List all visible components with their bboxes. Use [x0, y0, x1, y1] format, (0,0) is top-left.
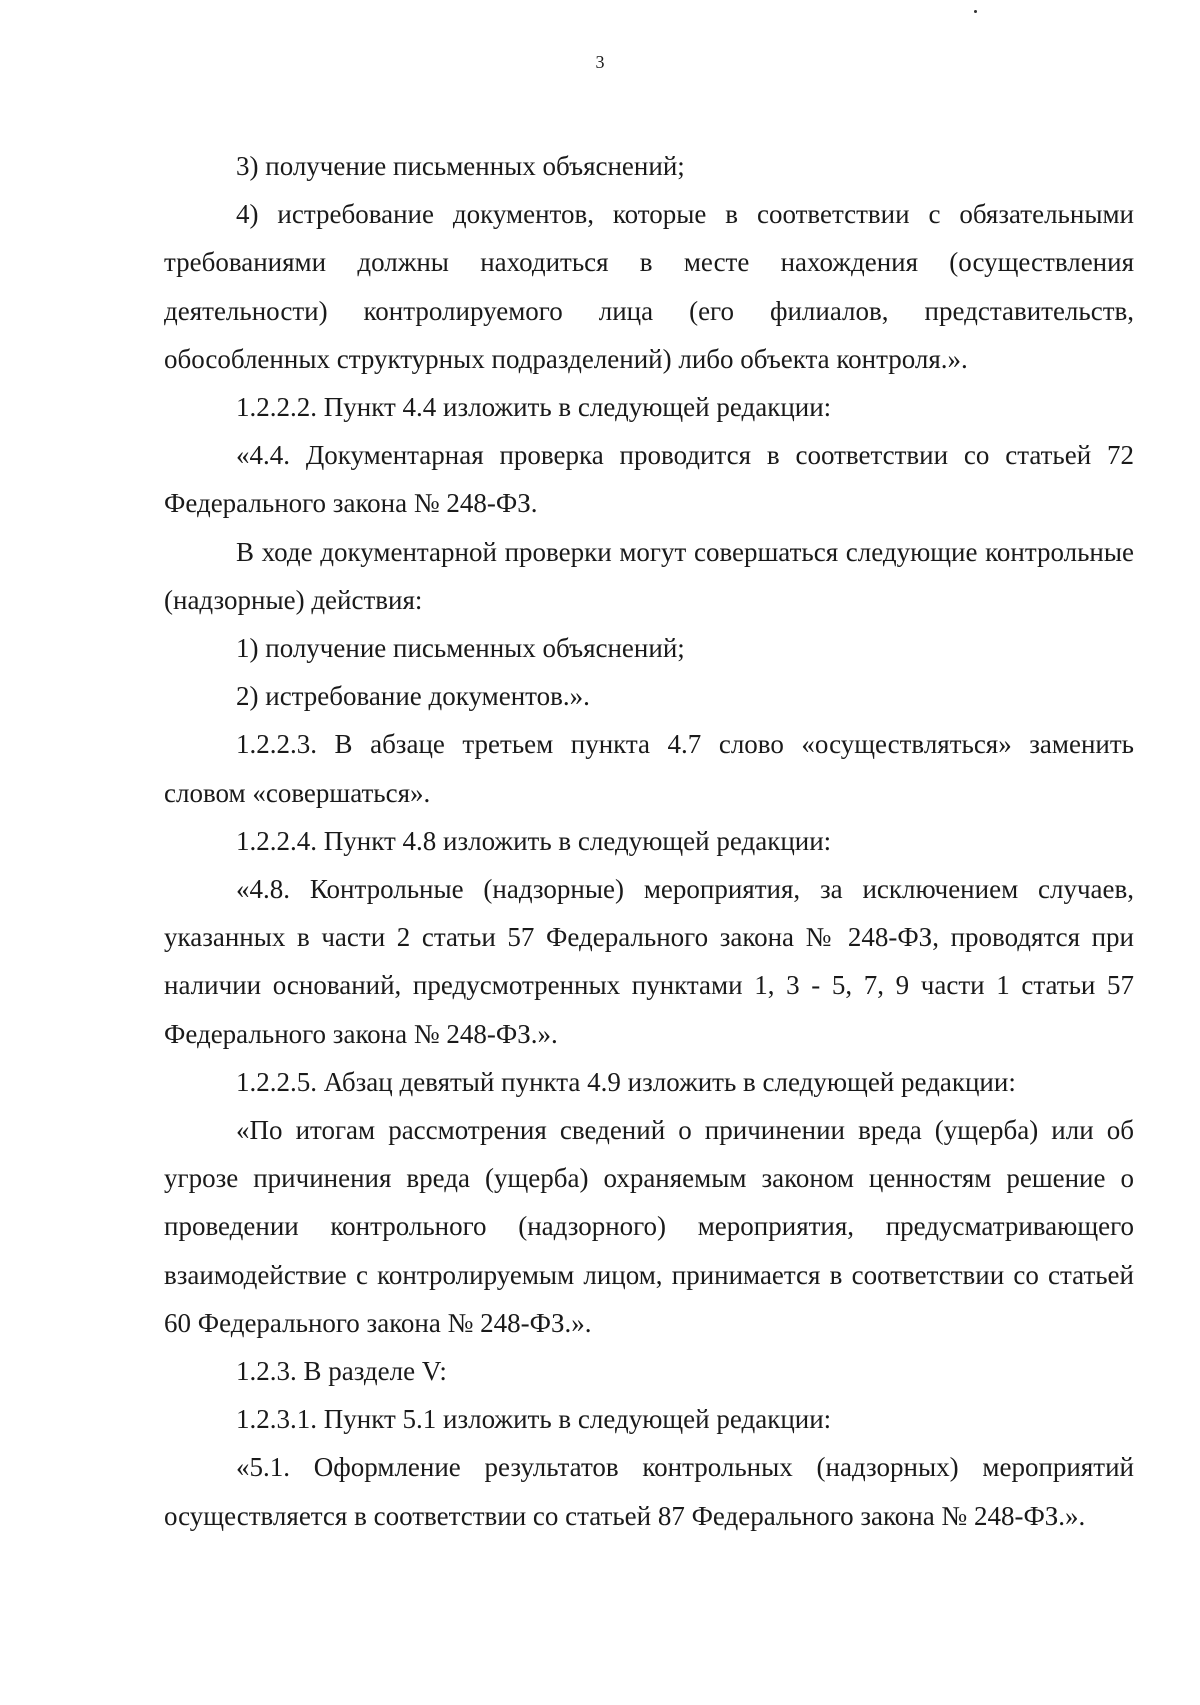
- scan-dot-mark: [974, 10, 977, 13]
- paragraph: «4.4. Документарная проверка проводится в соответствии со статьей 72 Федерального закона № 248-ФЗ.: [164, 440, 1134, 519]
- paragraph: 1.2.3.1. Пункт 5.1 изложить в следующей редакции:: [236, 1404, 832, 1435]
- paragraph: 2) истребование документов.».: [236, 681, 590, 712]
- paragraph: 1.2.2.3. В абзаце третьем пункта 4.7 слово «осуществляться» заменить словом «совершаться».: [164, 729, 1134, 808]
- paragraph: 1.2.2.2. Пункт 4.4 изложить в следующей редакции:: [236, 392, 832, 423]
- paragraph: «4.8. Контрольные (надзорные) мероприятия, за исключением случаев, указанных в части 2 статьи 57 Федерального закона № 248-ФЗ, проводятся при наличии оснований, предусмотренных пунктами 1, 3 - 5, 7, 9 части 1 статьи 57 Федерального закона № 248-ФЗ.».: [164, 874, 1134, 1049]
- page-number: 3: [595, 52, 605, 72]
- paragraph: 3) получение письменных объяснений;: [236, 151, 685, 181]
- paragraph: 1.2.3. В разделе V:: [236, 1356, 447, 1387]
- paragraph: В ходе документарной проверки могут совершаться следующие контрольные (надзорные) действия:: [164, 536, 1134, 615]
- paragraph: 4) истребование документов, которые в соответствии с обязательными требованиями должны находиться в месте нахождения (осуществления деятельности) контролируемого лица (его филиалов, представительств, обособленных структурных подразделений) либо объекта контроля.».: [164, 199, 1134, 374]
- paragraph: 1.2.2.5. Абзац девятый пункта 4.9 изложить в следующей редакции:: [236, 1066, 1016, 1097]
- paragraph: 1) получение письменных объяснений;: [236, 633, 685, 664]
- paragraph: «По итогам рассмотрения сведений о причинении вреда (ущерба) или об угрозе причинения вреда (ущерба) охраняемым законом ценностям решение о проведении контрольного (надзорного) мероприятия, предусматривающего взаимодействие с контролируемым лицом, принимается в соответствии со статьей 60 Федерального закона № 248-ФЗ.».: [164, 1115, 1134, 1338]
- paragraph: «5.1. Оформление результатов контрольных (надзорных) мероприятий осуществляется в соответствии со статьей 87 Федерального закона № 248-ФЗ.».: [164, 1452, 1134, 1531]
- document-body: [164, 142, 1134, 1540]
- paragraph: 1.2.2.4. Пункт 4.8 изложить в следующей редакции:: [236, 825, 832, 856]
